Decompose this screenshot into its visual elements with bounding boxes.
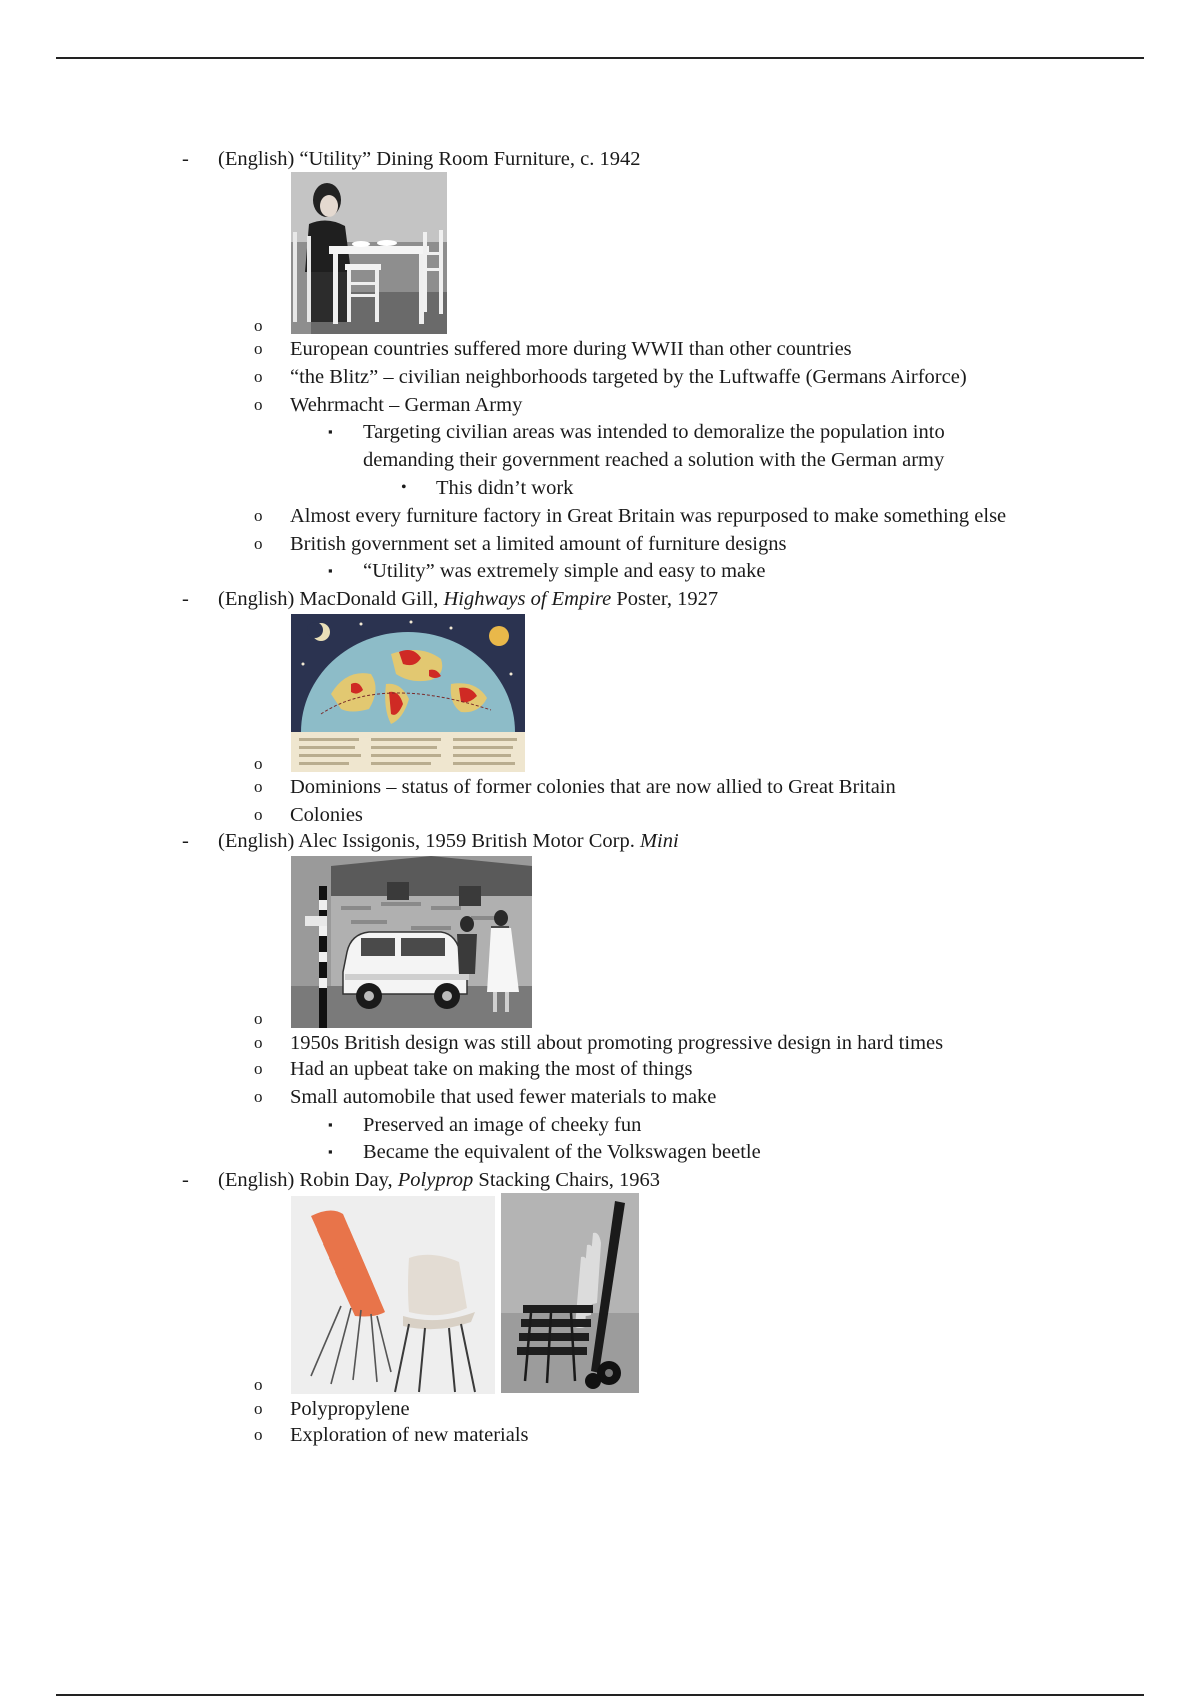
- list-square-marker: ▪: [328, 1144, 333, 1159]
- list-circle-marker: o: [254, 1033, 263, 1052]
- section-heading-highways: (English) MacDonald Gill, Highways of Empire Poster, 1927: [218, 588, 719, 610]
- list-square-marker: ▪: [328, 1117, 333, 1132]
- list-dot-marker: •: [401, 479, 407, 496]
- photo-polyprop-chairs-trolley: [501, 1193, 639, 1393]
- bullet-text: 1950s British design was still about promoting progressive design in hard times: [290, 1032, 944, 1054]
- sub-sub-bullet-text: This didn’t work: [436, 477, 574, 499]
- list-dash-marker: -: [182, 1169, 189, 1191]
- list-dash-marker: -: [182, 148, 189, 170]
- bullet-text: Almost every furniture factory in Great Britain was repurposed to make something else: [290, 505, 1007, 527]
- bullet-text: “the Blitz” – civilian neighborhoods targeted by the Luftwaffe (Germans Airforce): [290, 366, 967, 388]
- bullet-text: British government set a limited amount of furniture designs: [290, 533, 787, 555]
- section-heading-utility: (English) “Utility” Dining Room Furniture, c. 1942: [218, 148, 641, 170]
- bullet-text: Had an upbeat take on making the most of things: [290, 1058, 693, 1080]
- sub-bullet-continuation: demanding their government reached a solution with the German army: [363, 449, 945, 471]
- sub-bullet-text: Became the equivalent of the Volkswagen beetle: [363, 1141, 761, 1163]
- bullet-text: Polypropylene: [290, 1398, 410, 1420]
- list-circle-marker: o: [254, 534, 263, 553]
- list-circle-marker: o: [254, 754, 263, 773]
- list-circle-marker: o: [254, 1009, 263, 1028]
- footer-rule: [56, 1694, 1144, 1696]
- list-circle-marker: o: [254, 1059, 263, 1078]
- list-circle-marker: o: [254, 805, 263, 824]
- section-heading-mini: (English) Alec Issigonis, 1959 British Motor Corp. Mini: [218, 830, 679, 852]
- photo-polyprop-chairs-orange: [291, 1196, 495, 1394]
- list-circle-marker: o: [254, 1087, 263, 1106]
- list-square-marker: ▪: [328, 424, 333, 439]
- bullet-text: Dominions – status of former colonies that are now allied to Great Britain: [290, 776, 896, 798]
- bullet-text: Wehrmacht – German Army: [290, 394, 523, 416]
- list-circle-marker: o: [254, 1425, 263, 1444]
- list-square-marker: ▪: [328, 563, 333, 578]
- section-heading-polyprop: (English) Robin Day, Polyprop Stacking Chairs, 1963: [218, 1169, 661, 1191]
- bullet-text: Exploration of new materials: [290, 1424, 529, 1446]
- sub-bullet-text: Preserved an image of cheeky fun: [363, 1114, 642, 1136]
- list-dash-marker: -: [182, 588, 189, 610]
- list-circle-marker: o: [254, 339, 263, 358]
- sub-bullet-text: “Utility” was extremely simple and easy to make: [363, 560, 766, 582]
- list-circle-marker: o: [254, 506, 263, 525]
- list-dash-marker: -: [182, 830, 189, 852]
- photo-utility-dining-room: [291, 172, 447, 334]
- header-rule: [56, 57, 1144, 59]
- list-circle-marker: o: [254, 316, 263, 335]
- list-circle-marker: o: [254, 1375, 263, 1394]
- list-circle-marker: o: [254, 395, 263, 414]
- bullet-text: Small automobile that used fewer materials to make: [290, 1086, 717, 1108]
- sub-bullet-text: Targeting civilian areas was intended to demoralize the population into: [363, 421, 945, 443]
- list-circle-marker: o: [254, 777, 263, 796]
- list-circle-marker: o: [254, 1399, 263, 1418]
- photo-mini-car: [291, 856, 532, 1028]
- list-circle-marker: o: [254, 367, 263, 386]
- bullet-text: Colonies: [290, 804, 363, 826]
- bullet-text: European countries suffered more during WWII than other countries: [290, 338, 852, 360]
- image-highways-of-empire-poster: [291, 614, 525, 772]
